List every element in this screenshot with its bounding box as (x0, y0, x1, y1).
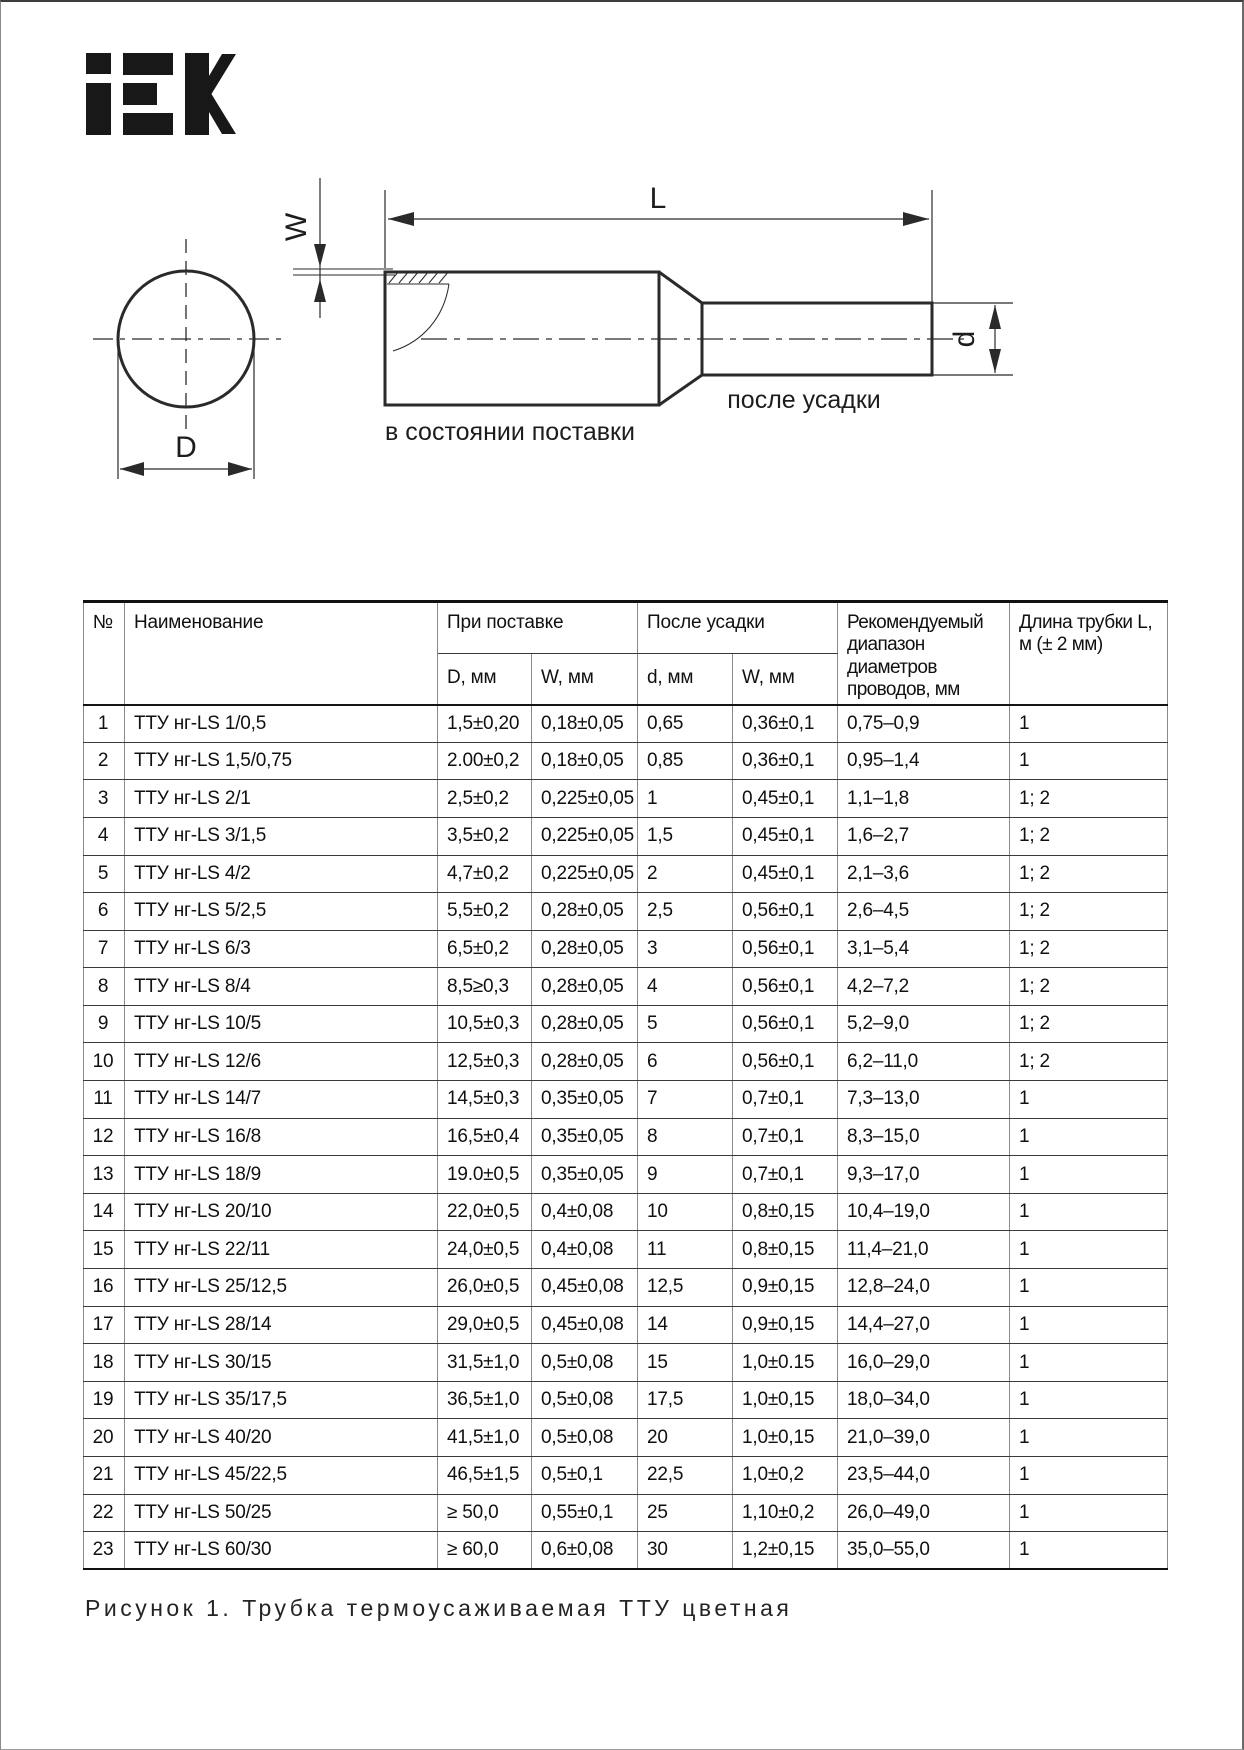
length-cell: 1 (1010, 1457, 1168, 1495)
wire-range-cell: 26,0–49,0 (838, 1494, 1010, 1532)
supply-d-cell: 3,5±0,2 (438, 817, 532, 855)
wire-range-cell: 23,5–44,0 (838, 1457, 1010, 1495)
row-number-cell: 23 (84, 1532, 125, 1570)
table-row (84, 1081, 1168, 1119)
table-row (84, 1005, 1168, 1043)
wire-range-cell: 1,6–2,7 (838, 817, 1010, 855)
header-length: Длина трубки L, м (± 2 мм) (1010, 602, 1168, 705)
supply-d-cell: 24,0±0,5 (438, 1231, 532, 1269)
wire-range-cell: 0,75–0,9 (838, 705, 1010, 743)
length-cell: 1 (1010, 1381, 1168, 1419)
supply-d-cell: ≥ 60,0 (438, 1532, 532, 1570)
row-number-cell: 3 (84, 780, 125, 818)
header-num: № (84, 602, 125, 705)
length-cell: 1 (1010, 1344, 1168, 1382)
shrink-d-cell: 3 (638, 930, 733, 968)
row-number-cell: 11 (84, 1081, 125, 1119)
supply-d-cell: 19.0±0,5 (438, 1156, 532, 1194)
supply-d-cell: 41,5±1,0 (438, 1419, 532, 1457)
length-cell: 1 (1010, 1306, 1168, 1344)
length-cell: 1 (1010, 1193, 1168, 1231)
table-row (84, 817, 1168, 855)
supply-w-cell: 0,225±0,05 (532, 855, 638, 893)
supply-w-cell: 0,225±0,05 (532, 817, 638, 855)
shrink-w-cell: 0,45±0,1 (733, 855, 838, 893)
table-row (84, 968, 1168, 1006)
name-cell: ТТУ нг-LS 22/11 (125, 1231, 438, 1269)
name-cell: ТТУ нг-LS 4/2 (125, 855, 438, 893)
name-cell: ТТУ нг-LS 50/25 (125, 1494, 438, 1532)
shrink-d-cell: 5 (638, 1005, 733, 1043)
shrink-d-cell: 25 (638, 1494, 733, 1532)
name-cell: ТТУ нг-LS 25/12,5 (125, 1269, 438, 1307)
length-cell: 1 (1010, 1419, 1168, 1457)
length-cell: 1 (1010, 1156, 1168, 1194)
shrink-d-cell: 4 (638, 968, 733, 1006)
table-row (84, 1156, 1168, 1194)
row-number-cell: 8 (84, 968, 125, 1006)
table-body (84, 705, 1168, 1570)
name-cell: ТТУ нг-LS 5/2,5 (125, 893, 438, 931)
supply-d-cell: 10,5±0,3 (438, 1005, 532, 1043)
shrink-w-cell: 0,36±0,1 (733, 742, 838, 780)
table-row (84, 1231, 1168, 1269)
wire-range-cell: 18,0–34,0 (838, 1381, 1010, 1419)
shrink-w-cell: 0,7±0,1 (733, 1081, 838, 1119)
length-cell: 1 (1010, 1532, 1168, 1570)
table-row (84, 1043, 1168, 1081)
name-cell: ТТУ нг-LS 40/20 (125, 1419, 438, 1457)
name-cell: ТТУ нг-LS 1/0,5 (125, 705, 438, 743)
dim-label-L: L (649, 182, 667, 215)
figure-caption: Рисунок 1. Трубка термоусаживаемая ТТУ цветная (85, 1595, 793, 1621)
supply-w-cell: 0,18±0,05 (532, 705, 638, 743)
length-cell: 1; 2 (1010, 1005, 1168, 1043)
supply-w-cell: 0,28±0,05 (532, 968, 638, 1006)
table-row (84, 1306, 1168, 1344)
name-cell: ТТУ нг-LS 14/7 (125, 1081, 438, 1119)
row-number-cell: 7 (84, 930, 125, 968)
length-cell: 1; 2 (1010, 930, 1168, 968)
supply-w-cell: 0,28±0,05 (532, 1043, 638, 1081)
shrink-w-cell: 0,9±0,15 (733, 1306, 838, 1344)
shrink-d-cell: 17,5 (638, 1381, 733, 1419)
name-cell: ТТУ нг-LS 20/10 (125, 1193, 438, 1231)
shrink-w-cell: 1,10±0,2 (733, 1494, 838, 1532)
supply-d-cell: 1,5±0,20 (438, 705, 532, 743)
shrink-w-cell: 0,45±0,1 (733, 780, 838, 818)
supply-w-cell: 0,5±0,08 (532, 1344, 638, 1382)
table-row (84, 1381, 1168, 1419)
shrink-d-cell: 0,65 (638, 705, 733, 743)
row-number-cell: 20 (84, 1419, 125, 1457)
supply-w-cell: 0,4±0,08 (532, 1231, 638, 1269)
shrink-w-cell: 0,56±0,1 (733, 930, 838, 968)
technical-drawing (1, 2, 1244, 562)
shrink-d-cell: 22,5 (638, 1457, 733, 1495)
table-row (84, 780, 1168, 818)
header-shrunk-w: W, мм (733, 653, 838, 705)
wire-range-cell: 11,4–21,0 (838, 1231, 1010, 1269)
supply-w-cell: 0,225±0,05 (532, 780, 638, 818)
spec-table (83, 600, 1168, 1570)
dim-label-W: W (280, 212, 313, 242)
shrink-w-cell: 0,45±0,1 (733, 817, 838, 855)
name-cell: ТТУ нг-LS 30/15 (125, 1344, 438, 1382)
supply-w-cell: 0,6±0,08 (532, 1532, 638, 1570)
name-cell: ТТУ нг-LS 60/30 (125, 1532, 438, 1570)
spec-table-header (84, 602, 1168, 705)
shrink-d-cell: 12,5 (638, 1269, 733, 1307)
length-cell: 1 (1010, 1118, 1168, 1156)
row-number-cell: 9 (84, 1005, 125, 1043)
table-row (84, 893, 1168, 931)
length-cell: 1; 2 (1010, 968, 1168, 1006)
table-row (84, 705, 1168, 743)
supplied-state-label: в состоянии поставки (385, 418, 635, 446)
length-cell: 1 (1010, 1231, 1168, 1269)
row-number-cell: 1 (84, 705, 125, 743)
name-cell: ТТУ нг-LS 45/22,5 (125, 1457, 438, 1495)
name-cell: ТТУ нг-LS 35/17,5 (125, 1381, 438, 1419)
row-number-cell: 16 (84, 1269, 125, 1307)
table-row (84, 1532, 1168, 1570)
supply-d-cell: 2,5±0,2 (438, 780, 532, 818)
supply-w-cell: 0,5±0,1 (532, 1457, 638, 1495)
supply-w-cell: 0,45±0,08 (532, 1306, 638, 1344)
supply-w-cell: 0,5±0,08 (532, 1419, 638, 1457)
name-cell: ТТУ нг-LS 18/9 (125, 1156, 438, 1194)
supply-d-cell: 26,0±0,5 (438, 1269, 532, 1307)
row-number-cell: 12 (84, 1118, 125, 1156)
wire-range-cell: 4,2–7,2 (838, 968, 1010, 1006)
supply-d-cell: 16,5±0,4 (438, 1118, 532, 1156)
wire-range-cell: 8,3–15,0 (838, 1118, 1010, 1156)
shrink-w-cell: 0,7±0,1 (733, 1156, 838, 1194)
length-cell: 1; 2 (1010, 893, 1168, 931)
length-cell: 1; 2 (1010, 817, 1168, 855)
supply-d-cell: ≥ 50,0 (438, 1494, 532, 1532)
row-number-cell: 5 (84, 855, 125, 893)
shrink-d-cell: 30 (638, 1532, 733, 1570)
row-number-cell: 4 (84, 817, 125, 855)
shrink-w-cell: 0,8±0,15 (733, 1231, 838, 1269)
supply-d-cell: 31,5±1,0 (438, 1344, 532, 1382)
supply-d-cell: 22,0±0,5 (438, 1193, 532, 1231)
supply-d-cell: 6,5±0,2 (438, 930, 532, 968)
wire-range-cell: 7,3–13,0 (838, 1081, 1010, 1119)
shrink-d-cell: 1 (638, 780, 733, 818)
wire-range-cell: 5,2–9,0 (838, 1005, 1010, 1043)
row-number-cell: 18 (84, 1344, 125, 1382)
shrink-w-cell: 1,0±0,2 (733, 1457, 838, 1495)
wire-range-cell: 35,0–55,0 (838, 1532, 1010, 1570)
shrink-d-cell: 6 (638, 1043, 733, 1081)
wire-range-cell: 1,1–1,8 (838, 780, 1010, 818)
supply-w-cell: 0,55±0,1 (532, 1494, 638, 1532)
shrink-d-cell: 11 (638, 1231, 733, 1269)
supply-d-cell: 29,0±0,5 (438, 1306, 532, 1344)
shrink-w-cell: 1,0±0.15 (733, 1344, 838, 1382)
row-number-cell: 10 (84, 1043, 125, 1081)
row-number-cell: 17 (84, 1306, 125, 1344)
wire-range-cell: 6,2–11,0 (838, 1043, 1010, 1081)
shrink-w-cell: 0,7±0,1 (733, 1118, 838, 1156)
supply-d-cell: 46,5±1,5 (438, 1457, 532, 1495)
table-row (84, 1344, 1168, 1382)
name-cell: ТТУ нг-LS 8/4 (125, 968, 438, 1006)
table-row (84, 1118, 1168, 1156)
length-cell: 1 (1010, 1269, 1168, 1307)
length-cell: 1; 2 (1010, 1043, 1168, 1081)
shrink-w-cell: 1,0±0,15 (733, 1419, 838, 1457)
wire-range-cell: 10,4–19,0 (838, 1193, 1010, 1231)
row-number-cell: 19 (84, 1381, 125, 1419)
shrink-d-cell: 0,85 (638, 742, 733, 780)
shrink-d-cell: 9 (638, 1156, 733, 1194)
shrink-d-cell: 1,5 (638, 817, 733, 855)
name-cell: ТТУ нг-LS 1,5/0,75 (125, 742, 438, 780)
shrink-w-cell: 0,9±0,15 (733, 1269, 838, 1307)
length-cell: 1 (1010, 1081, 1168, 1119)
supply-d-cell: 14,5±0,3 (438, 1081, 532, 1119)
supply-w-cell: 0,4±0,08 (532, 1193, 638, 1231)
row-number-cell: 2 (84, 742, 125, 780)
supply-w-cell: 0,28±0,05 (532, 893, 638, 931)
shrink-d-cell: 8 (638, 1118, 733, 1156)
supply-w-cell: 0,28±0,05 (532, 1005, 638, 1043)
wire-range-cell: 0,95–1,4 (838, 742, 1010, 780)
supply-d-cell: 12,5±0,3 (438, 1043, 532, 1081)
shrink-w-cell: 1,0±0,15 (733, 1381, 838, 1419)
header-supplied-w: W, мм (532, 653, 638, 705)
table-row (84, 1193, 1168, 1231)
shrink-d-cell: 2 (638, 855, 733, 893)
name-cell: ТТУ нг-LS 10/5 (125, 1005, 438, 1043)
name-cell: ТТУ нг-LS 12/6 (125, 1043, 438, 1081)
supply-w-cell: 0,45±0,08 (532, 1269, 638, 1307)
shrink-w-cell: 0,56±0,1 (733, 1043, 838, 1081)
shrink-w-cell: 0,8±0,15 (733, 1193, 838, 1231)
supply-w-cell: 0,18±0,05 (532, 742, 638, 780)
table-row (84, 930, 1168, 968)
table-row (84, 1494, 1168, 1532)
supply-w-cell: 0,35±0,05 (532, 1118, 638, 1156)
table-row (84, 1457, 1168, 1495)
row-number-cell: 13 (84, 1156, 125, 1194)
dimension-W (314, 178, 326, 318)
supply-d-cell: 36,5±1,0 (438, 1381, 532, 1419)
row-number-cell: 22 (84, 1494, 125, 1532)
wire-range-cell: 2,1–3,6 (838, 855, 1010, 893)
wire-range-cell: 12,8–24,0 (838, 1269, 1010, 1307)
length-cell: 1 (1010, 1494, 1168, 1532)
row-number-cell: 21 (84, 1457, 125, 1495)
table-row (84, 1419, 1168, 1457)
supply-d-cell: 2.00±0,2 (438, 742, 532, 780)
shrink-w-cell: 0,56±0,1 (733, 1005, 838, 1043)
supply-w-cell: 0,35±0,05 (532, 1156, 638, 1194)
wire-range-cell: 21,0–39,0 (838, 1419, 1010, 1457)
wire-range-cell: 16,0–29,0 (838, 1344, 1010, 1382)
length-cell: 1 (1010, 705, 1168, 743)
header-name: Наименование (125, 602, 438, 705)
name-cell: ТТУ нг-LS 6/3 (125, 930, 438, 968)
name-cell: ТТУ нг-LS 2/1 (125, 780, 438, 818)
shrink-d-cell: 14 (638, 1306, 733, 1344)
shrink-w-cell: 0,56±0,1 (733, 893, 838, 931)
name-cell: ТТУ нг-LS 3/1,5 (125, 817, 438, 855)
wire-range-cell: 9,3–17,0 (838, 1156, 1010, 1194)
row-number-cell: 15 (84, 1231, 125, 1269)
table-row (84, 742, 1168, 780)
name-cell: ТТУ нг-LS 16/8 (125, 1118, 438, 1156)
supply-d-cell: 8,5≥0,3 (438, 968, 532, 1006)
supply-d-cell: 5,5±0,2 (438, 893, 532, 931)
supply-w-cell: 0,5±0,08 (532, 1381, 638, 1419)
header-wire-range: Рекомендуемый диапазон диаметров проводов, мм (838, 602, 1010, 705)
header-supplied: При поставке (438, 602, 638, 654)
supply-d-cell: 4,7±0,2 (438, 855, 532, 893)
shrink-d-cell: 20 (638, 1419, 733, 1457)
supply-w-cell: 0,35±0,05 (532, 1081, 638, 1119)
dim-label-D: D (175, 431, 197, 464)
shrink-w-cell: 0,56±0,1 (733, 968, 838, 1006)
shrink-d-cell: 10 (638, 1193, 733, 1231)
name-cell: ТТУ нг-LS 28/14 (125, 1306, 438, 1344)
header-after-shrink: После усадки (638, 602, 838, 654)
dim-label-d: d (948, 330, 981, 348)
header-supplied-d: D, мм (438, 653, 532, 705)
row-number-cell: 14 (84, 1193, 125, 1231)
shrink-d-cell: 15 (638, 1344, 733, 1382)
length-cell: 1; 2 (1010, 855, 1168, 893)
shrink-d-cell: 2,5 (638, 893, 733, 931)
header-shrunk-d: d, мм (638, 653, 733, 705)
length-cell: 1 (1010, 742, 1168, 780)
shrink-d-cell: 7 (638, 1081, 733, 1119)
wire-range-cell: 2,6–4,5 (838, 893, 1010, 931)
after-shrink-label: после усадки (727, 386, 881, 414)
shrink-w-cell: 0,36±0,1 (733, 705, 838, 743)
row-number-cell: 6 (84, 893, 125, 931)
wire-range-cell: 3,1–5,4 (838, 930, 1010, 968)
table-row (84, 855, 1168, 893)
supply-w-cell: 0,28±0,05 (532, 930, 638, 968)
length-cell: 1; 2 (1010, 780, 1168, 818)
wire-range-cell: 14,4–27,0 (838, 1306, 1010, 1344)
shrink-w-cell: 1,2±0,15 (733, 1532, 838, 1570)
table-row (84, 1269, 1168, 1307)
